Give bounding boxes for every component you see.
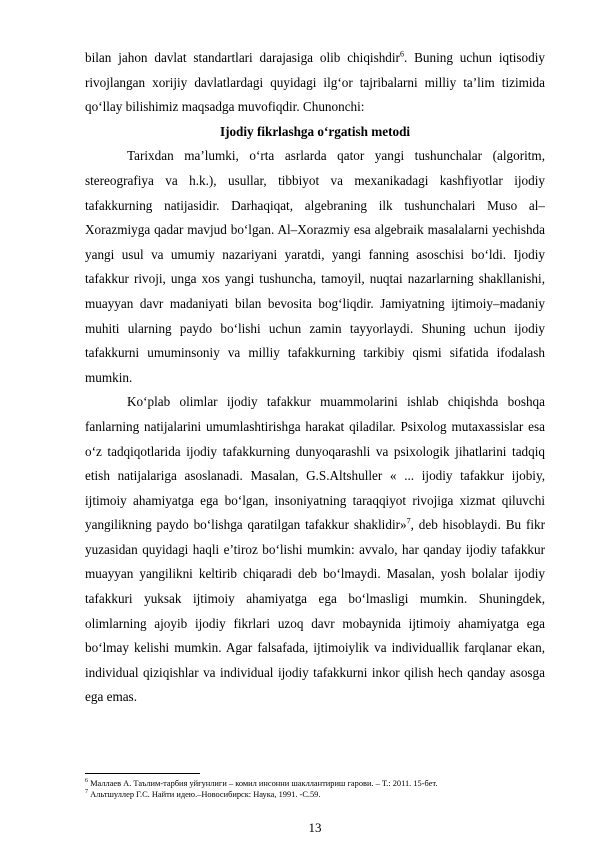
footnote-ref-7: 7: [406, 516, 411, 526]
paragraph-2: [85, 390, 545, 710]
footnotes: [85, 778, 555, 800]
footnote-ref-6: 6: [399, 49, 404, 59]
paragraph-2-text-cont: , deb hisoblaydi. Bu fikr yuzasidan quyidagi haqli e’tiroz bo‘lishi mumkin: avvalo, har qanday ijodiy tafakkur muayyan yangilikni keltirib chiqaradi deb bo‘lmaydi. Masalan, yosh bolalar ijodiy tafakkuri yuksak ijtimoiy ahamiyatga ega bo‘lmasligi mumkin. Shuningdek, olimlarning ajoyib ijodiy fikrlari uzoq davr mobaynida ijtimoiy ahamiyatga ega bo‘lmay kelishi mumkin. Agar falsafada, ijtimoiylik va individuallik farqlanar ekan, individual qiziqishlar va individual ijodiy tafakkurni inkor qilish hech qanday asosga ega emas.: [85, 517, 545, 705]
footnote-number: 7: [85, 789, 88, 796]
footnote-7: [85, 789, 555, 800]
intro-text-cont: . Buning uchun iqtisodiy rivojlangan xorijiy davlatlardagi quyidagi ilg‘or tajribalarni milliy ta’lim tizimida qo‘llay bilishimiz maqsadga muvofiqdir. Chunonchi:: [85, 50, 545, 115]
footnote-number: 6: [85, 778, 88, 785]
intro-text: bilan jahon davlat standartlari darajasiga olib chiqishdir: [85, 50, 400, 65]
page-number: 13: [308, 820, 322, 835]
footnote-text: Маллаев А. Таълим-тарбия уйғунлиги – комил инсонни шакллантириш гарови. – Т.: 2011. 15-бет.: [88, 779, 438, 788]
intro-paragraph: [85, 46, 545, 120]
paragraph-1: Tarixdan ma’lumki, o‘rta asrlarda qator yangi tushunchalar (algoritm, stereografiya va h.k.), usullar, tibbiyot va mexanikadagi kashfiyotlar ijodiy tafakkurning natijasidir. Darhaqiqat, algebraning ilk tushunchalari Muso al–Xorazmiyga qadar mavjud bo‘lgan. Al–Xorazmiy esa algebraik masalalarni yechishda yangi usul va umumiy nazariyani yaratdi, yangi fanning asoschisi bo‘ldi. Ijodiy tafakkur rivoji, unga xos yangi tushuncha, tamoyil, nuqtai nazarlarning shakllanishi, muayyan davr madaniyati bilan bevosita bog‘liqdir. Jamiyatning ijtimoiy–madaniy muhiti ularning paydo bo‘lishi uchun zamin tayyorlaydi. Shuning uchun ijodiy tafakkurni umuminsoniy va milliy tafakkurning tarkibiy qismi sifatida ifodalash mumkin.: [85, 148, 545, 385]
footnote-divider: [85, 773, 200, 774]
paragraph-2-text: Ko‘plab olimlar ijodiy tafakkur muammolarini ishlab chiqishda boshqa fanlarning natijalarini umumlashtirishga harakat qiladilar. Psixolog mutaxassislar esa o‘z tadqiqotlarida ijodiy tafakkurning dunyoqarashli va psixologik jihatlarini tadqiq etish natijalariga asoslanadi. Masalan, G.S.Altshuller « ... ijodiy tafakkur ijobiy, ijtimoiy ahamiyatga ega bo‘lgan, insoniyatning taraqqiyot rivojiga xizmat qiluvchi yangilikning paydo bo‘lishga qaratilgan tafakkur shaklidir»: [85, 394, 545, 533]
section-heading: Ijodiy fikrlashga o‘rgatish metodi: [219, 123, 411, 139]
body-text: [85, 46, 545, 710]
footnote-6: [85, 778, 555, 789]
footnote-text: Альтшуллер Г.С. Найти идею.–Новосибирск: Наука, 1991. -С.59.: [88, 790, 321, 799]
